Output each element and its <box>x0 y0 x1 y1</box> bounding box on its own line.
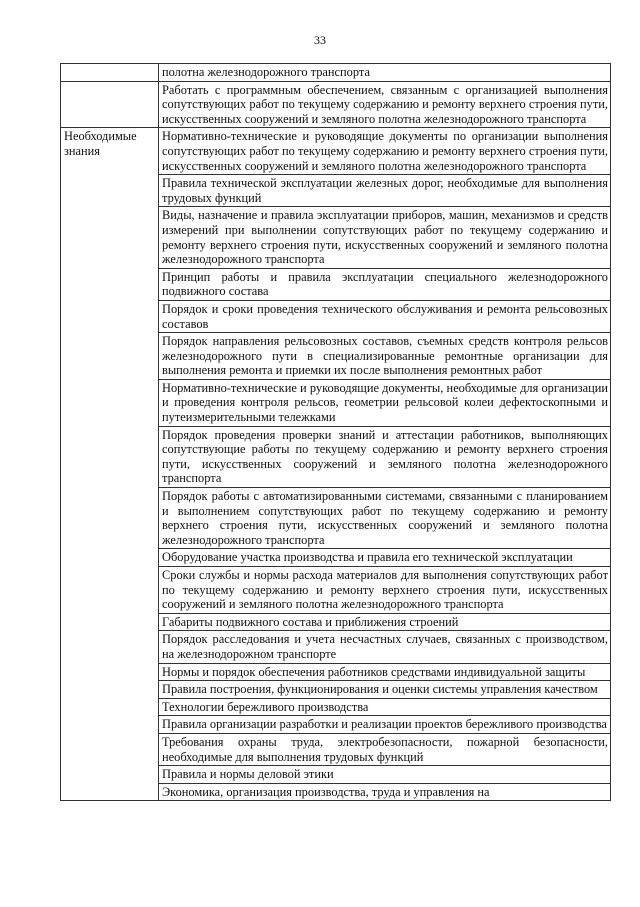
table-cell: полотна железнодорожного транспорта <box>159 64 611 82</box>
knowledge-label: Необходимые знания <box>61 128 159 801</box>
table-cell: Правила и нормы деловой этики <box>159 766 611 784</box>
table-cell: Работать с программным обеспечением, связанным с организацией выполнения сопутствующих работ по текущему содержанию и ремонту верхнего строения пути, искусственных сооружений и земляного полотна железнодорожного транспорта <box>159 81 611 128</box>
table-row <box>61 64 611 82</box>
table-cell: Сроки службы и нормы расхода материалов для выполнения сопутствующих работ по текущему содержанию и ремонту верхнего строения пути, искусственных сооружений и земляного полотна железнодорожного транспорта <box>159 567 611 614</box>
table-cell: Правила построения, функционирования и оценки системы управления качеством <box>159 681 611 699</box>
table-row <box>61 81 611 128</box>
table-label-cell-empty <box>61 81 159 128</box>
table-cell: Порядок проведения проверки знаний и аттестации работников, выполняющих сопутствующие работы по текущему содержанию и ремонту верхнего строения пути, искусственных сооружений и земляного полотна железнодорожного транспорта <box>159 426 611 487</box>
table-cell: Принцип работы и правила эксплуатации специального железнодорожного подвижного состава <box>159 268 611 300</box>
table-row <box>61 128 611 175</box>
page-number: 33 <box>314 33 326 47</box>
table-cell: Правила технической эксплуатации железных дорог, необходимые для выполнения трудовых функций <box>159 175 611 207</box>
table-cell: Технологии бережливого производства <box>159 698 611 716</box>
table-cell: Порядок расследования и учета несчастных случаев, связанных с производством, на железнодорожном транспорте <box>159 631 611 663</box>
table-cell: Порядок работы с автоматизированными системами, связанными с планированием и выполнением сопутствующих работ по текущему содержанию и ремонту верхнего строения пути, искусственных сооружений и земляного полотна железнодорожного транспорта <box>159 488 611 549</box>
table-cell: Правила организации разработки и реализации проектов бережливого производства <box>159 716 611 734</box>
table-cell: Габариты подвижного состава и приближения строений <box>159 613 611 631</box>
table-label-cell-empty <box>61 64 159 82</box>
table-cell: Порядок направления рельсовозных составов, съемных средств контроля рельсов железнодорожного пути в специализированные ремонтные организации для выполнения ремонта и приемки их после выполнения ремонтных работ <box>159 333 611 380</box>
table-cell: Порядок и сроки проведения технического обслуживания и ремонта рельсовозных составов <box>159 300 611 332</box>
table-cell: Нормативно-технические и руководящие документы, необходимые для организации и проведения контроля рельсов, геометрии рельсовой колеи дефектоскопными и путеизмерительными тележками <box>159 379 611 426</box>
table-cell: Нормы и порядок обеспечения работников средствами индивидуальной защиты <box>159 663 611 681</box>
table-cell: Оборудование участка производства и правила его технической эксплуатации <box>159 549 611 567</box>
table-cell: Требования охраны труда, электробезопасности, пожарной безопасности, необходимые для выполнения трудовых функций <box>159 733 611 765</box>
table-cell: Виды, назначение и правила эксплуатации приборов, машин, механизмов и средств измерений при выполнении сопутствующих работ по текущему содержанию и ремонту верхнего строения пути, искусственных сооружений и земляного полотна железнодорожного транспорта <box>159 207 611 268</box>
competency-table <box>60 63 611 801</box>
table-cell: Нормативно-технические и руководящие документы по организации выполнения сопутствующих работ по текущему содержанию и ремонту верхнего строения пути, искусственных сооружений и земляного полотна железнодорожного транспорта <box>159 128 611 175</box>
table-cell: Экономика, организация производства, труда и управления на <box>159 783 611 801</box>
